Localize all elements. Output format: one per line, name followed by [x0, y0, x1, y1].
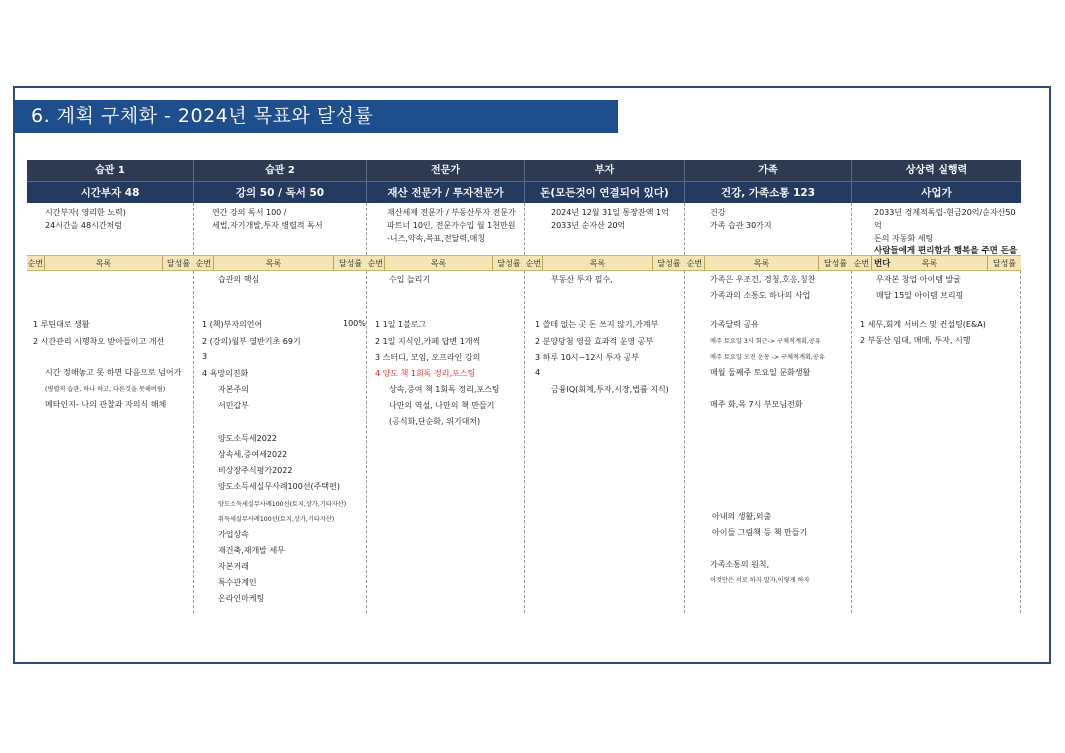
desc-line: 파트너 10인, 전문가수입 월 1천만원 [387, 221, 516, 230]
list-item: 아이들 그림책 등 책 만들기 [712, 528, 808, 537]
list-item: 양도소득세실무사례100선(토지,상가,기타자산) [218, 501, 347, 508]
list-item: 1 세무,회계 서비스 및 컨설팅(E&A) [860, 320, 986, 329]
list-header [367, 255, 525, 271]
num-header: 순번 [27, 256, 45, 270]
list-item: 비상장주식평가2022 [218, 466, 293, 475]
rate-header: 달성률 [992, 259, 1017, 268]
column-subheader: 사업가 [852, 181, 1021, 203]
num-header: 순번 [367, 256, 385, 270]
column-family [685, 160, 852, 613]
item-header: 목록 [45, 256, 163, 270]
list-item: 아내의 생활,외출 [712, 512, 772, 521]
rate-header: 달성률 [823, 259, 848, 268]
desc-line: 건강 [710, 208, 726, 217]
list-item: 매월 둘째주 토요일 문화생활 [710, 368, 811, 377]
desc-line: 재산세제 전문가 / 부동산투자 전문가 [387, 208, 516, 217]
list-item: 1 (책)부자의언어 [202, 320, 263, 329]
desc-line: 연간 강의 독서 100 / [212, 208, 287, 217]
list-item: 특수관계인 [218, 578, 257, 587]
column-description [367, 203, 525, 255]
num-header: 순번 [194, 256, 214, 270]
column-subheader: 건강, 가족소통 123 [685, 181, 852, 203]
list-item: 4 양도 책 1회독 정리,포스팅 [375, 369, 476, 378]
list-item: 상속,증여 책 1회독 정리,포스팅 [389, 385, 500, 394]
list-item: 가족소통의 원칙, [710, 560, 770, 569]
column-header: 가족 [685, 160, 852, 181]
column-subheader: 돈(모든것이 연결되어 있다) [525, 181, 685, 203]
list-item: 매달 15일 아이템 브리핑 [876, 291, 964, 300]
list-item: 2 시간관리 시행착오 받아들이고 개선 [33, 337, 165, 346]
list-header [194, 255, 367, 271]
list-item: 습관의 핵심 [218, 275, 260, 284]
list-item: 4 욕망의진화 [202, 369, 249, 378]
list-item: 2 분양당첨 영끌 효과적 운영 공부 [535, 337, 654, 346]
list-item: (공식화,단순화, 위기대처) [389, 417, 481, 426]
num-header: 순번 [685, 256, 705, 270]
list-item: 부동산 투자 필수, [551, 275, 613, 284]
desc-line: 가족 습관 30가지 [710, 221, 772, 230]
rate-header: 달성률 [497, 259, 521, 268]
list-item: 1 1일 1블로그 [375, 320, 427, 329]
list-item: 3 [202, 352, 208, 361]
list-item: 양도소득세2022 [218, 434, 277, 443]
list-item: 3 스터디, 모임, 오프라인 강의 [375, 353, 481, 362]
column-header: 습관 2 [194, 160, 367, 181]
list-header [525, 255, 685, 271]
list-item: 2 1일 지식인,카페 답변 1개씩 [375, 337, 481, 346]
column-subheader: 시간부자 48 [27, 181, 194, 203]
list-item: 2 (강의)월부 열반기초 69기 [202, 337, 301, 346]
column-body [852, 271, 1021, 613]
desc-line: 시간부자( 영리한 노력) [45, 208, 126, 217]
list-item: 가족은 우조건, 경청,호응,칭찬 [710, 275, 816, 284]
column-description [194, 203, 367, 255]
desc-line: 2033년 경제적독립-현금20억/순자산50억 [874, 208, 1016, 230]
list-item: 매주 토요일 3시 회근-> 구체적계획,공유 [710, 338, 821, 345]
column-body [525, 271, 685, 613]
list-item: 1 루틴대로 생활 [33, 320, 90, 329]
column-description [685, 203, 852, 255]
desc-line: 사람들에게 편리함과 행복을 주면 돈을 번다 [874, 246, 1018, 269]
list-item: 무자본 창업 아이템 발굴 [876, 275, 961, 284]
column-body [27, 271, 194, 613]
list-item: (병렬적 습관, 하나 하고, 다른것을 못해버림) [45, 386, 166, 393]
list-item: 수입 늘리기 [389, 275, 431, 284]
num-header: 순번 [852, 256, 872, 270]
list-item: 금융IQ(회계,투자,시장,법률 지식) [551, 385, 669, 394]
column-expert [367, 160, 525, 613]
list-item: 매주 화,목 7시 부모님전화 [710, 400, 803, 409]
list-item: 나만의 역설, 나만의 책 만들기 [389, 401, 495, 410]
column-subheader: 강의 50 / 독서 50 [194, 181, 367, 203]
desc-line: -니즈,약속,목표,전달력,매칭 [387, 234, 486, 243]
item-header: 목록 [705, 256, 819, 270]
column-body [367, 271, 525, 613]
slide-title: 6. 계획 구체화 - 2024년 목표와 달성률 [15, 100, 618, 133]
column-entrepreneur [852, 160, 1021, 613]
rate-header: 달성률 [657, 259, 681, 268]
column-header: 부자 [525, 160, 685, 181]
list-item: 상속세,증여세2022 [218, 450, 288, 459]
list-item: 시간 정해놓고 못 하면 다음으로 넘어가 [45, 368, 182, 377]
rate-header: 달성률 [338, 259, 363, 268]
item-header: 목록 [543, 256, 653, 270]
list-item: 3 하루 10시~12시 투자 공부 [535, 353, 640, 362]
desc-line: 2024년 12월 31일 통장잔액 1억 [551, 208, 669, 217]
list-item: 가족과의 소통도 하나의 사업 [710, 291, 811, 300]
list-item: 가업상속 [218, 530, 249, 539]
list-item: 취득세실무사례100선(토지,상가,기타자산) [218, 516, 335, 523]
desc-line: 2033년 순자산 20억 [551, 221, 626, 230]
desc-line: 24시간을 48시간처럼 [45, 221, 122, 230]
list-item: 매주 토요일 오전 운동 -> 구체적계획,공유 [710, 354, 825, 361]
column-habit1 [27, 160, 194, 613]
list-item: 온라인마케팅 [218, 594, 265, 603]
column-description [525, 203, 685, 255]
column-rich [525, 160, 685, 613]
desc-line: 세법,자기개발,투자 병렬적 독서 [212, 221, 323, 230]
rate-value: 100% [343, 319, 366, 328]
column-subheader: 재산 전문가 / 투자전문가 [367, 181, 525, 203]
desc-line: 돈의 자동화 세팅 [874, 234, 934, 243]
column-header: 상상력 실행력 [852, 160, 1021, 181]
list-header [685, 255, 852, 271]
list-item: 이것만은 서로 하지 말자,이렇게 하자 [710, 577, 810, 584]
column-body [685, 271, 852, 613]
column-habit2 [194, 160, 367, 613]
rate-header: 달성률 [166, 259, 191, 268]
num-header: 순번 [525, 256, 543, 270]
list-header [852, 255, 1021, 271]
column-description [27, 203, 194, 255]
item-header: 목록 [872, 256, 988, 270]
list-item: 1 쓸데 없는 곳 돈 쓰지 않기,가계부 [535, 320, 659, 329]
list-item: 자본주의 [218, 385, 249, 394]
list-item: 4 [535, 368, 541, 377]
list-item: 자본거래 [218, 562, 249, 571]
column-header: 전문가 [367, 160, 525, 181]
item-header: 목록 [214, 256, 334, 270]
list-item: 재건축,재개발 세무 [218, 546, 285, 555]
list-item: 메타인지- 나의 관찰과 자의식 해체 [45, 400, 167, 409]
item-header: 목록 [385, 256, 493, 270]
column-header: 습관 1 [27, 160, 194, 181]
list-item: 2 부동산 임대, 매매, 투자, 시행 [860, 336, 971, 345]
list-header [27, 255, 194, 271]
column-body [194, 271, 367, 613]
list-item: 양도소득세실무사례100선(주택편) [218, 482, 340, 491]
list-item: 가족달력 공유 [710, 320, 759, 329]
list-item: 서민갑부 [218, 401, 249, 410]
goal-board [27, 160, 1021, 613]
